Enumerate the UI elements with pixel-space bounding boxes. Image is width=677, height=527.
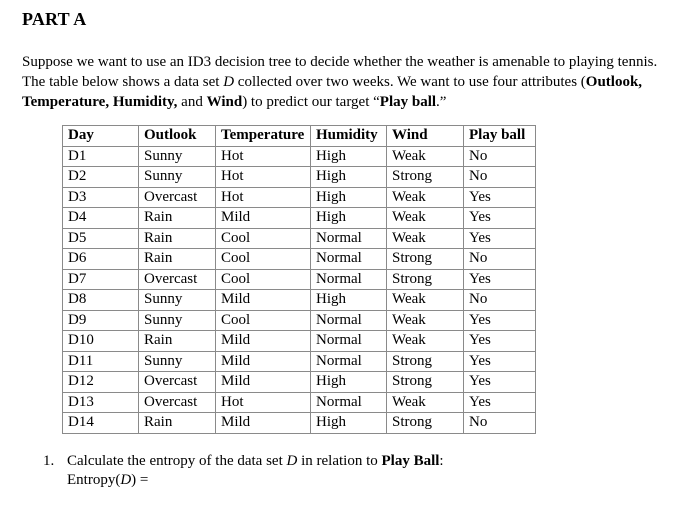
header-temperature: Temperature — [216, 126, 311, 147]
header-play-ball: Play ball — [464, 126, 536, 147]
cell-wind: Weak — [387, 290, 464, 311]
table-header-row — [63, 126, 536, 147]
cell-play-ball: No — [464, 290, 536, 311]
cell-outlook: Overcast — [139, 372, 216, 393]
dataset-symbol: D — [223, 74, 235, 90]
cell-wind: Strong — [387, 269, 464, 290]
cell-temperature: Cool — [216, 310, 311, 331]
question-text — [43, 452, 444, 471]
cell-wind: Weak — [387, 187, 464, 208]
question-target: Play Ball — [381, 453, 440, 469]
table-row — [63, 269, 536, 290]
cell-play-ball: Yes — [464, 310, 536, 331]
attribute-list: Outlook, Temperature, Humidity, — [22, 74, 643, 110]
header-day: Day — [63, 126, 139, 147]
cell-outlook: Overcast — [139, 269, 216, 290]
cell-day: D6 — [63, 249, 139, 270]
cell-play-ball: Yes — [464, 331, 536, 352]
cell-humidity: High — [311, 372, 387, 393]
cell-wind: Strong — [387, 249, 464, 270]
table-row — [63, 413, 536, 434]
cell-day: D5 — [63, 228, 139, 249]
cell-humidity: High — [311, 146, 387, 167]
cell-play-ball: Yes — [464, 372, 536, 393]
cell-temperature: Hot — [216, 392, 311, 413]
cell-humidity: Normal — [311, 269, 387, 290]
cell-wind: Strong — [387, 167, 464, 188]
cell-outlook: Rain — [139, 413, 216, 434]
intro-text-2: collected over two weeks. We want to use four attributes ( — [234, 74, 586, 90]
table-row — [63, 208, 536, 229]
question-dataset-symbol: D — [286, 453, 298, 469]
cell-wind: Weak — [387, 310, 464, 331]
table-row — [63, 290, 536, 311]
cell-day: D4 — [63, 208, 139, 229]
cell-play-ball: Yes — [464, 351, 536, 372]
cell-day: D13 — [63, 392, 139, 413]
cell-outlook: Rain — [139, 249, 216, 270]
cell-play-ball: Yes — [464, 208, 536, 229]
cell-wind: Weak — [387, 228, 464, 249]
cell-outlook: Sunny — [139, 351, 216, 372]
cell-humidity: High — [311, 187, 387, 208]
cell-temperature: Hot — [216, 187, 311, 208]
cell-temperature: Cool — [216, 228, 311, 249]
cell-humidity: Normal — [311, 310, 387, 331]
table-row — [63, 146, 536, 167]
cell-play-ball: No — [464, 249, 536, 270]
target-attribute: Play ball — [379, 94, 437, 110]
answer-suffix: ) = — [131, 472, 149, 488]
cell-outlook: Rain — [139, 331, 216, 352]
cell-humidity: High — [311, 208, 387, 229]
attribute-wind: Wind — [206, 94, 243, 110]
cell-temperature: Mild — [216, 351, 311, 372]
cell-humidity: Normal — [311, 249, 387, 270]
table-row — [63, 392, 536, 413]
cell-outlook: Sunny — [139, 167, 216, 188]
intro-text-4: ) to predict our target “ — [242, 94, 380, 110]
question-number: 1. — [43, 453, 55, 469]
intro-text-3: and — [177, 94, 207, 110]
cell-day: D14 — [63, 413, 139, 434]
cell-humidity: High — [311, 413, 387, 434]
cell-humidity: Normal — [311, 228, 387, 249]
cell-humidity: High — [311, 167, 387, 188]
answer-line — [43, 471, 444, 490]
cell-humidity: Normal — [311, 331, 387, 352]
cell-wind: Weak — [387, 146, 464, 167]
cell-wind: Strong — [387, 351, 464, 372]
dataset-table — [62, 125, 536, 434]
header-outlook: Outlook — [139, 126, 216, 147]
cell-day: D8 — [63, 290, 139, 311]
cell-wind: Strong — [387, 413, 464, 434]
cell-humidity: Normal — [311, 351, 387, 372]
cell-outlook: Sunny — [139, 146, 216, 167]
cell-wind: Weak — [387, 208, 464, 229]
table-row — [63, 249, 536, 270]
cell-temperature: Mild — [216, 290, 311, 311]
answer-prefix: Entropy( — [67, 472, 121, 488]
cell-temperature: Hot — [216, 146, 311, 167]
table-row — [63, 167, 536, 188]
cell-day: D9 — [63, 310, 139, 331]
table-row — [63, 187, 536, 208]
cell-temperature: Cool — [216, 249, 311, 270]
header-humidity: Humidity — [311, 126, 387, 147]
answer-dataset-symbol: D — [120, 472, 132, 488]
cell-play-ball: Yes — [464, 269, 536, 290]
table-row — [63, 228, 536, 249]
section-heading: PART A — [22, 9, 87, 29]
cell-day: D12 — [63, 372, 139, 393]
question-1 — [43, 452, 444, 490]
cell-day: D1 — [63, 146, 139, 167]
cell-humidity: High — [311, 290, 387, 311]
cell-outlook: Sunny — [139, 290, 216, 311]
cell-day: D11 — [63, 351, 139, 372]
cell-day: D10 — [63, 331, 139, 352]
question-text-1: Calculate the entropy of the data set — [67, 453, 287, 469]
question-text-2: in relation to — [297, 453, 382, 469]
cell-temperature: Hot — [216, 167, 311, 188]
cell-play-ball: No — [464, 146, 536, 167]
cell-outlook: Overcast — [139, 392, 216, 413]
question-text-3: : — [439, 453, 444, 469]
cell-wind: Weak — [387, 392, 464, 413]
header-wind: Wind — [387, 126, 464, 147]
cell-temperature: Mild — [216, 372, 311, 393]
cell-day: D2 — [63, 167, 139, 188]
table-body — [63, 146, 536, 433]
intro-text-1: Suppose we want to use an ID3 decision tree to decide whether the weather is amenable to playing tennis. The table below shows a data set — [22, 54, 658, 90]
cell-day: D7 — [63, 269, 139, 290]
table-row — [63, 331, 536, 352]
intro-paragraph — [22, 52, 662, 112]
cell-wind: Strong — [387, 372, 464, 393]
cell-outlook: Rain — [139, 228, 216, 249]
cell-temperature: Mild — [216, 413, 311, 434]
cell-play-ball: Yes — [464, 228, 536, 249]
table-row — [63, 372, 536, 393]
cell-play-ball: No — [464, 413, 536, 434]
cell-temperature: Mild — [216, 331, 311, 352]
cell-play-ball: Yes — [464, 187, 536, 208]
cell-temperature: Cool — [216, 269, 311, 290]
cell-day: D3 — [63, 187, 139, 208]
cell-outlook: Rain — [139, 208, 216, 229]
cell-outlook: Sunny — [139, 310, 216, 331]
cell-wind: Weak — [387, 331, 464, 352]
cell-temperature: Mild — [216, 208, 311, 229]
cell-play-ball: No — [464, 167, 536, 188]
table-row — [63, 351, 536, 372]
table-row — [63, 310, 536, 331]
cell-outlook: Overcast — [139, 187, 216, 208]
cell-play-ball: Yes — [464, 392, 536, 413]
intro-text-5: .” — [436, 94, 447, 110]
cell-humidity: Normal — [311, 392, 387, 413]
